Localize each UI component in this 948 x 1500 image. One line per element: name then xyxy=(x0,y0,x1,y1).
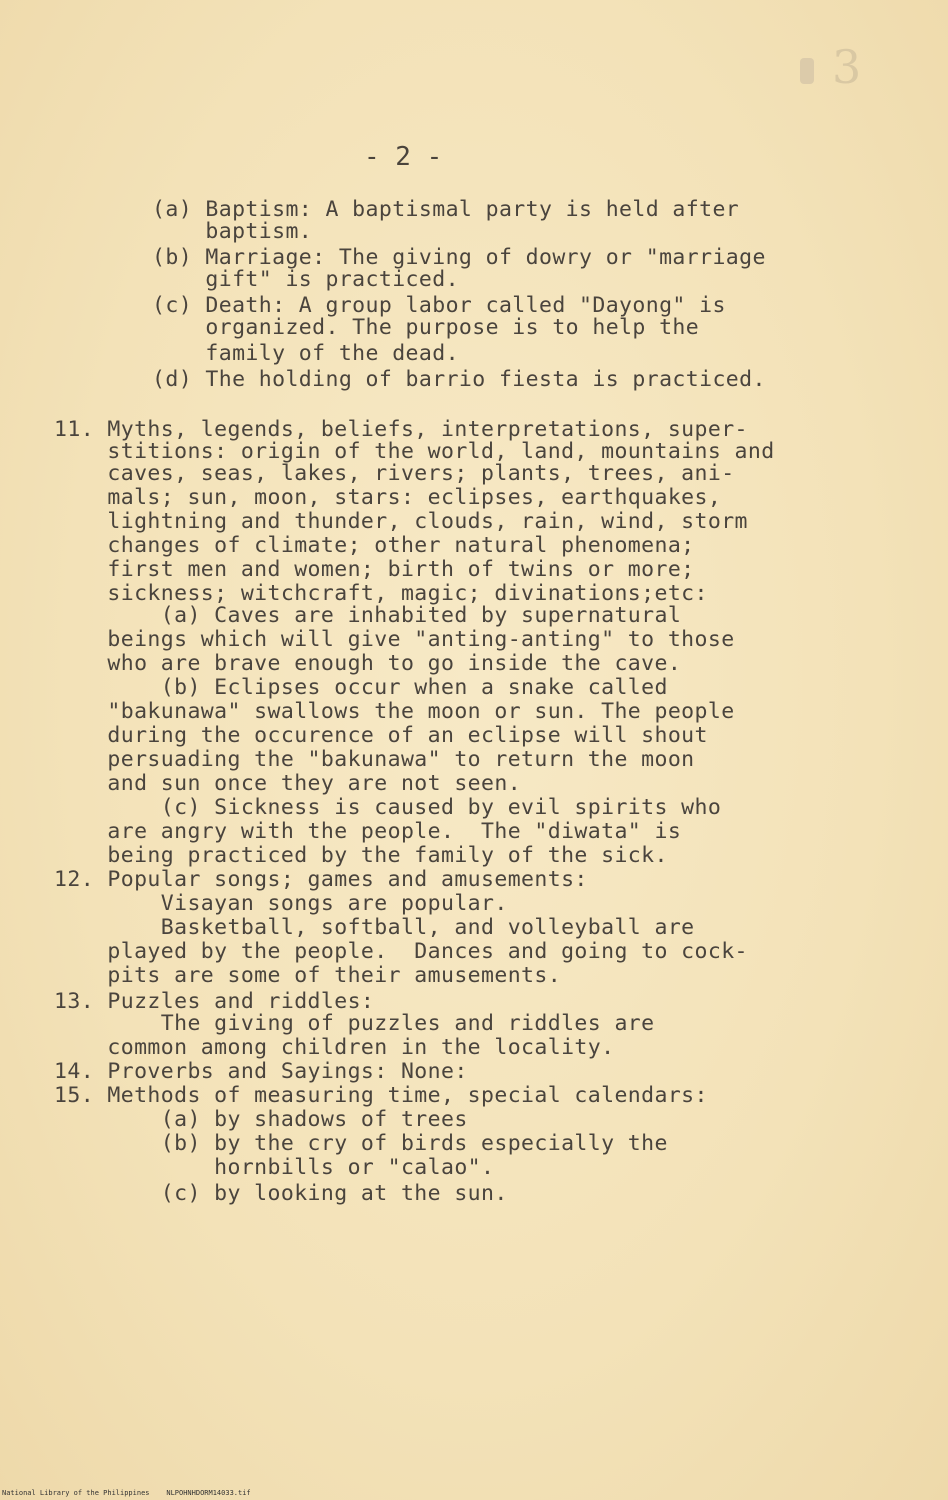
text-line: 14. Proverbs and Sayings: None: xyxy=(54,1059,468,1084)
text-line: lightning and thunder, clouds, rain, wind, storm xyxy=(54,509,748,534)
ink-blot xyxy=(800,58,814,84)
text-line: family of the dead. xyxy=(152,341,459,366)
text-line: 13. Puzzles and riddles: xyxy=(54,989,375,1014)
text-line: played by the people. Dances and going to cock- xyxy=(54,939,748,964)
text-line: (b) Marriage: The giving of dowry or "marriage xyxy=(152,245,766,270)
text-line: baptism. xyxy=(152,219,313,244)
text-line: (a) Caves are inhabited by supernatural xyxy=(54,603,682,628)
text-line: and sun once they are not seen. xyxy=(54,771,522,796)
text-line: (a) by shadows of trees xyxy=(54,1107,468,1132)
text-line: (b) Eclipses occur when a snake called xyxy=(54,675,668,700)
archive-footer: National Library of the Philippines NLPOHNHDORM14033.tif xyxy=(2,1489,251,1497)
text-line: stitions: origin of the world, land, mountains and xyxy=(54,439,775,464)
archive-stamp-number: 3 xyxy=(832,40,864,94)
text-line: mals; sun, moon, stars: eclipses, earthquakes, xyxy=(54,485,722,510)
text-line: 12. Popular songs; games and amusements: xyxy=(54,867,588,892)
text-line: are angry with the people. The "diwata" is xyxy=(54,819,682,844)
text-line: persuading the "bakunawa" to return the moon xyxy=(54,747,695,772)
text-line: (c) Sickness is caused by evil spirits who xyxy=(54,795,722,820)
text-line: Visayan songs are popular. xyxy=(54,891,508,916)
text-line: 11. Myths, legends, beliefs, interpretations, super- xyxy=(54,417,748,442)
text-line: during the occurence of an eclipse will shout xyxy=(54,723,708,748)
text-line: organized. The purpose is to help the xyxy=(152,315,700,340)
text-line: (d) The holding of barrio fiesta is practiced. xyxy=(152,367,766,392)
text-line: caves, seas, lakes, rivers; plants, trees, ani- xyxy=(54,461,735,486)
text-line: "bakunawa" swallows the moon or sun. The people xyxy=(54,699,735,724)
text-line: 15. Methods of measuring time, special calendars: xyxy=(54,1083,708,1108)
text-line: beings which will give "anting-anting" to those xyxy=(54,627,735,652)
page-number: - 2 - xyxy=(364,142,443,172)
text-line: changes of climate; other natural phenomena; xyxy=(54,533,695,558)
text-line: hornbills or "calao". xyxy=(54,1155,495,1180)
text-line: common among children in the locality. xyxy=(54,1035,615,1060)
text-line: gift" is practiced. xyxy=(152,267,459,292)
text-line: sickness; witchcraft, magic; divinations;etc: xyxy=(54,581,708,606)
text-line: (a) Baptism: A baptismal party is held after xyxy=(152,197,740,222)
text-line: Basketball, softball, and volleyball are xyxy=(54,915,695,940)
text-line: first men and women; birth of twins or more; xyxy=(54,557,695,582)
text-line: pits are some of their amusements. xyxy=(54,963,562,988)
text-line: (c) by looking at the sun. xyxy=(54,1181,508,1206)
text-line: who are brave enough to go inside the cave. xyxy=(54,651,682,676)
text-line: being practiced by the family of the sick. xyxy=(54,843,668,868)
text-line: (b) by the cry of birds especially the xyxy=(54,1131,668,1156)
text-line: (c) Death: A group labor called "Dayong" is xyxy=(152,293,726,318)
text-line: The giving of puzzles and riddles are xyxy=(54,1011,655,1036)
